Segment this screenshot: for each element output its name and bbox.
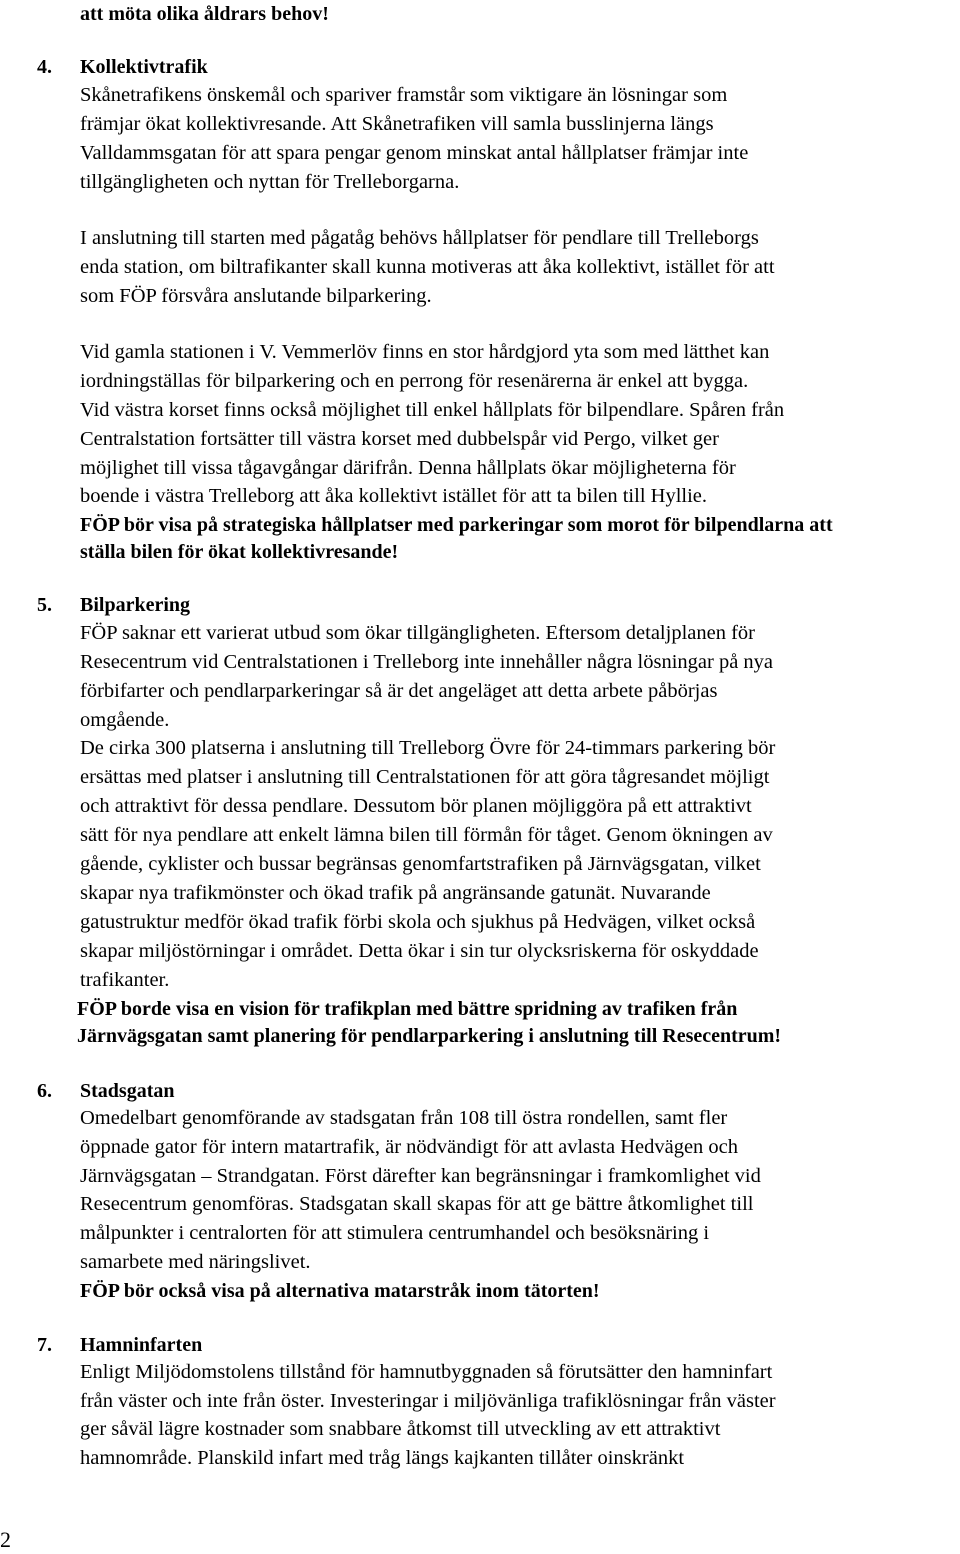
section-7-line: hamnområde. Planskild infart med tråg längs kajkanten tillåter oinskränkt <box>80 1447 685 1469</box>
section-4-line: Centralstation fortsätter till västra korset med dubbelspår vid Pergo, vilket ger <box>80 428 719 450</box>
section-5-number: 5. <box>37 594 52 616</box>
section-4-line: Vid västra korset finns också möjlighet till enkel hållplats för bilpendlare. Spåren från <box>80 399 785 421</box>
section-4-line: möjlighet till vissa tågavgångar därifrån. Denna hållplats ökar möjligheterna för <box>80 457 736 479</box>
section-5-line: Resecentrum vid Centralstationen i Trelleborg inte innehåller några lösningar på nya <box>80 651 774 673</box>
section-6-line: Resecentrum genomföras. Stadsgatan skall skapas för att ge bättre åtkomlighet till <box>80 1193 754 1215</box>
section-4-line: tillgängligheten och nyttan för Trelleborgarna. <box>80 171 460 193</box>
section-5-conclusion: Järnvägsgatan samt planering för pendlarparkering i anslutning till Resecentrum! <box>77 1025 782 1047</box>
section-5-line: ersättas med platser i anslutning till Centralstationen för att göra tågresandet möjligt <box>80 766 770 788</box>
section-7-line: ger såväl lägre kostnader som snabbare åtkomst till utveckling av ett attraktivt <box>80 1418 721 1440</box>
section-4-line: iordningställas för bilparkering och en perrong för resenärerna är enkel att bygga. <box>80 370 749 392</box>
section-6-line: öppnade gator för intern matartrafik, är nödvändigt för att avlasta Hedvägen och <box>80 1136 739 1158</box>
section-5-title: Bilparkering <box>80 594 191 616</box>
section-5-conclusion: FÖP borde visa en vision för trafikplan med bättre spridning av trafiken från <box>77 998 738 1020</box>
section-4-line: Vid gamla stationen i V. Vemmerlöv finns en stor hårdgjord yta som med lätthet kan <box>80 341 770 363</box>
section-7-line: från väster och inte från öster. Investeringar i miljövänliga trafiklösningar från väster <box>80 1390 776 1412</box>
section-4-conclusion: FÖP bör visa på strategiska hållplatser med parkeringar som morot för bilpendlarna att <box>80 514 833 536</box>
section-6-line: målpunkter i centralorten för att stimulera centrumhandel och besöksnäring i <box>80 1222 710 1244</box>
section-4-line: boende i västra Trelleborg att åka kollektivt istället för att ta bilen till Hyllie. <box>80 485 708 507</box>
section-5-line: skapar miljöstörningar i området. Detta ökar i sin tur olycksriskerna för oskyddade <box>80 940 759 962</box>
section-5-line: gående, cyklister och bussar begränsas genomfartstrafiken på Järnvägsgatan, vilket <box>80 853 761 875</box>
section-6-line: Järnvägsgatan – Strandgatan. Först därefter kan begränsningar i framkomlighet vid <box>80 1165 761 1187</box>
section-5-line: och attraktivt för dessa pendlare. Dessutom bör planen möjliggöra på ett attraktivt <box>80 795 752 817</box>
section-5-line: De cirka 300 platserna i anslutning till Trelleborg Övre för 24-timmars parkering bör <box>80 737 776 759</box>
section-6-line: samarbete med näringslivet. <box>80 1251 311 1273</box>
section-5-line: förbifarter och pendlarparkeringar så är det angeläget att detta arbete påbörjas <box>80 680 718 702</box>
section-4-number: 4. <box>37 56 52 78</box>
section-5-line: sätt för nya pendlare att enkelt lämna bilen till förmån för tåget. Genom ökningen av <box>80 824 773 846</box>
section-6-number: 6. <box>37 1080 52 1102</box>
section-5-line: trafikanter. <box>80 969 170 991</box>
section-4-line: I anslutning till starten med pågatåg behövs hållplatser för pendlare till Trelleborgs <box>80 227 759 249</box>
section-4-line: Skånetrafikens önskemål och spariver framstår som viktigare än lösningar som <box>80 84 728 106</box>
section-7-number: 7. <box>37 1334 52 1356</box>
section-5-line: skapar nya trafikmönster och ökad trafik på angränsande gatunät. Nuvarande <box>80 882 711 904</box>
section-4-line: som FÖP försvåra anslutande bilparkering. <box>80 285 432 307</box>
section-4-line: främjar ökat kollektivresande. Att Skånetrafiken vill samla busslinjerna längs <box>80 113 714 135</box>
section-5-line: FÖP saknar ett varierat utbud som ökar tillgängligheten. Eftersom detaljplanen för <box>80 622 755 644</box>
section-5-line: gatustruktur medför ökad trafik förbi skola och sjukhus på Hedvägen, vilket också <box>80 911 756 933</box>
section-6-title: Stadsgatan <box>80 1080 175 1102</box>
section-4-title: Kollektivtrafik <box>80 56 208 78</box>
section-4-line: enda station, om biltrafikanter skall kunna motiveras att åka kollektivt, istället för att <box>80 256 775 278</box>
section-7-title: Hamninfarten <box>80 1334 203 1356</box>
section-4-line: Valldammsgatan för att spara pengar genom minskat antal hållplatser främjar inte <box>80 142 749 164</box>
page-number: 2 <box>0 1527 11 1552</box>
section-6-line: Omedelbart genomförande av stadsgatan från 108 till östra rondellen, samt fler <box>80 1107 728 1129</box>
section-7-line: Enligt Miljödomstolens tillstånd för hamnutbyggnaden så förutsätter den hamninfart <box>80 1361 773 1383</box>
section-5-line: omgående. <box>80 709 170 731</box>
section-4-conclusion: ställa bilen för ökat kollektivresande! <box>80 541 399 563</box>
intro-closing-line: att möta olika åldrars behov! <box>80 3 329 25</box>
section-6-conclusion: FÖP bör också visa på alternativa matarstråk inom tätorten! <box>80 1280 600 1302</box>
